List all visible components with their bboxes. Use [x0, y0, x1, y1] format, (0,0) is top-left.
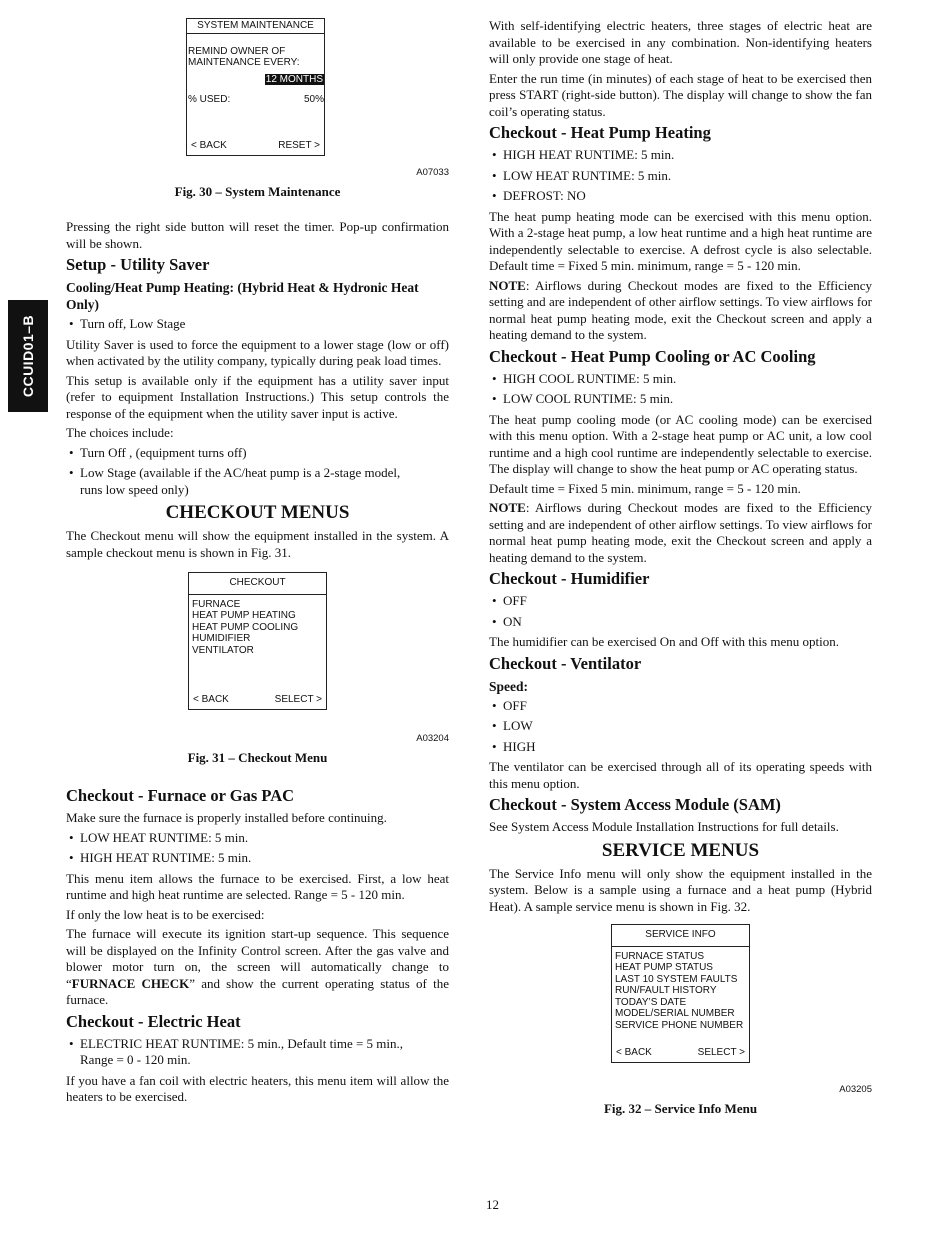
- list-item: • ELECTRIC HEAT RUNTIME: 5 min., Default time = 5 min., Range = 0 - 120 min.: [66, 1036, 449, 1069]
- back-button[interactable]: < BACK: [193, 693, 229, 705]
- paragraph: Pressing the right side button will reset the timer. Pop-up confirmation will be shown.: [66, 219, 449, 251]
- menu-item-heat-pump-status[interactable]: HEAT PUMP STATUS: [615, 962, 713, 973]
- figure-30: [66, 18, 449, 200]
- list-item: • Low Stage (available if the AC/heat pump is a 2-stage model, runs low speed only): [66, 465, 449, 498]
- menu-item-ventilator[interactable]: VENTILATOR: [192, 644, 254, 656]
- section-heading: Checkout - Electric Heat: [66, 1011, 241, 1031]
- back-button[interactable]: < BACK: [191, 139, 227, 151]
- furnace-check-term: FURNACE CHECK: [71, 975, 190, 991]
- bullet-list: [66, 1036, 449, 1069]
- list-item: • OFF: [489, 593, 872, 610]
- list-item: • LOW COOL RUNTIME: 5 min.: [489, 391, 872, 408]
- menu-item-furnace[interactable]: FURNACE: [192, 598, 241, 610]
- paragraph: Utility Saver is used to force the equipment to a lower stage (low or off) when activated by the utility company, typically during peak load times.: [66, 336, 449, 368]
- left-column: [66, 18, 449, 1109]
- section-heading: Checkout - Humidifier: [489, 569, 650, 588]
- list-item: • Turn off, Low Stage: [66, 316, 449, 333]
- paragraph: The Checkout menu will show the equipment installed in the system. A sample checkout menu is shown in Fig. 31.: [66, 528, 449, 560]
- paragraph: Enter the run time (in minutes) of each stage of heat to be exercised then press START (right-side button). The display will change to show the fan coil’s operating status.: [489, 70, 872, 119]
- menu-item-heat-pump-cooling[interactable]: HEAT PUMP COOLING: [192, 621, 299, 633]
- note-paragraph: NOTE: Airflows during Checkout modes are fixed to the Efficiency setting and are independent of other airflow settings. To view airflows for normal heat pump heating mode, exit the Checkout screen and apply a heating demand to the system.: [489, 500, 872, 565]
- list-item: • Turn Off , (equipment turns off): [66, 445, 449, 462]
- major-heading: CHECKOUT MENUS: [165, 502, 350, 523]
- screen-line: MAINTENANCE EVERY:: [188, 57, 300, 68]
- list-item: • LOW: [489, 718, 872, 735]
- page-number: 12: [486, 1197, 499, 1212]
- figure-code: A07033: [416, 167, 449, 178]
- list-item: • HIGH: [489, 739, 872, 756]
- figure-caption: Fig. 31 – Checkout Menu: [187, 749, 328, 765]
- note-label: NOTE: [489, 500, 526, 515]
- paragraph: This menu item allows the furnace to be exercised. First, a low heat runtime and high heat runtime are selected. Range = 5 - 120 min.: [66, 870, 449, 902]
- list-item: • ON: [489, 614, 872, 631]
- bullet-list: [489, 698, 872, 756]
- reset-button[interactable]: RESET >: [278, 139, 320, 151]
- list-item: • LOW HEAT RUNTIME: 5 min.: [489, 168, 872, 185]
- bullet-list: [489, 371, 872, 408]
- menu-item-heat-pump-heating[interactable]: HEAT PUMP HEATING: [192, 610, 296, 621]
- paragraph: The ventilator can be exercised through all of its operating speeds with this menu option.: [489, 759, 872, 791]
- screen-title: SYSTEM MAINTENANCE: [187, 19, 324, 34]
- percent-used-label: % USED:: [188, 94, 231, 105]
- note-label: NOTE: [489, 277, 526, 293]
- bullet-list: [66, 830, 449, 867]
- figure-code: A03204: [416, 733, 449, 744]
- paragraph: This setup is available only if the equipment has a utility saver input (refer to equipment Installation Instructions.) This setup controls the response of the equipment when the utility saver input is active.: [66, 372, 449, 421]
- section-heading: Checkout - Furnace or Gas PAC: [66, 786, 295, 805]
- list-item: • HIGH HEAT RUNTIME: 5 min.: [66, 850, 449, 867]
- paragraph: Make sure the furnace is properly installed before continuing.: [66, 810, 387, 825]
- menu-item-todays-date[interactable]: TODAY’S DATE: [615, 996, 687, 1008]
- subsection-heading: Speed:: [489, 678, 529, 694]
- section-heading: Checkout - Ventilator: [489, 653, 642, 673]
- paragraph: The heat pump cooling mode (or AC cooling mode) can be exercised with this menu option. With a 2-stage heat pump or AC unit, a low cool runtime and a high cool runtime are independently selectable to exercise. The display will change to show the heat pump or AC operating status.: [489, 411, 872, 476]
- menu-items: [189, 595, 326, 657]
- subsection-heading: Cooling/Heat Pump Heating: (Hybrid Heat & Hydronic Heat Only): [66, 280, 419, 312]
- bullet-list: [66, 445, 449, 499]
- figure-32: [489, 924, 872, 1117]
- figure-31: [66, 572, 449, 766]
- menu-item-furnace-status[interactable]: FURNACE STATUS: [615, 950, 705, 962]
- paragraph: If you have a fan coil with electric heaters, this menu item will allow the heaters to be exercised.: [66, 1072, 449, 1104]
- figure-code: A03205: [839, 1084, 872, 1095]
- select-button[interactable]: SELECT >: [697, 1046, 745, 1058]
- document-side-tab: [8, 300, 48, 412]
- section-heading: Checkout - Heat Pump Heating: [489, 123, 711, 142]
- figure-caption: Fig. 32 – Service Info Menu: [603, 1100, 758, 1116]
- screen-title: SERVICE INFO: [612, 925, 749, 947]
- list-item: • HIGH COOL RUNTIME: 5 min.: [489, 371, 872, 388]
- section-heading: Checkout - Heat Pump Cooling or AC Cooling: [489, 346, 816, 366]
- back-button[interactable]: < BACK: [616, 1046, 652, 1058]
- list-item: • DEFROST: NO: [489, 188, 872, 205]
- bullet-list: [489, 147, 872, 205]
- list-item: • OFF: [489, 698, 872, 715]
- select-button[interactable]: SELECT >: [274, 693, 322, 705]
- screen-line: REMIND OWNER OF: [188, 45, 286, 57]
- screen-title: CHECKOUT: [189, 573, 326, 595]
- list-item: • LOW HEAT RUNTIME: 5 min.: [66, 830, 449, 847]
- menu-item-last-10-system-faults[interactable]: LAST 10 SYSTEM FAULTS: [615, 973, 738, 985]
- system-maintenance-screen: [186, 18, 325, 156]
- paragraph: The Service Info menu will only show the equipment installed in the system. Below is a sample using a furnace and a heat pump (Hybrid Heat). A sample service menu is shown in Fig. 32.: [489, 865, 872, 914]
- paragraph: See System Access Module Installation Instructions for full details.: [489, 819, 839, 834]
- menu-item-humidifier[interactable]: HUMIDIFIER: [192, 633, 251, 644]
- paragraph: The furnace will execute its ignition start-up sequence. This sequence will be displayed on the Infinity Control screen. After the gas valve and blower motor turn on, the screen will automatically change to “FURNACE CHECK” and show the current operating status of the furnace.: [66, 926, 449, 1007]
- menu-item-model-serial-number[interactable]: MODEL/SERIAL NUMBER: [615, 1008, 735, 1019]
- section-heading: Setup - Utility Saver: [66, 255, 210, 274]
- paragraph: The choices include:: [66, 425, 174, 440]
- maintenance-interval-value: 12 MONTHS: [265, 73, 323, 85]
- bullet-list: [66, 316, 449, 333]
- paragraph: With self-identifying electric heaters, three stages of electric heat are available to be exercised in any combination. Non-identifying heaters will only provide one stage of heat.: [489, 18, 872, 66]
- percent-used-value: 50%: [303, 94, 324, 105]
- checkout-menu-screen: [188, 572, 327, 710]
- side-tab-label: CCUID01–B: [19, 314, 36, 398]
- figure-caption: Fig. 30 – System Maintenance: [174, 183, 341, 199]
- service-info-screen: [611, 924, 750, 1063]
- list-item: • HIGH HEAT RUNTIME: 5 min.: [489, 147, 872, 164]
- paragraph: The humidifier can be exercised On and Off with this menu option.: [489, 634, 839, 649]
- menu-items: [612, 947, 749, 1032]
- paragraph: The heat pump heating mode can be exercised with this menu option. With a 2-stage heat pump, a low heat runtime and a high heat runtime are independently selectable to exercise. A defrost cycle is also selectable. Default time = Fixed 5 min. minimum, range = 5 - 120 min.: [489, 208, 872, 273]
- note-paragraph: NOTE: Airflows during Checkout modes are fixed to the Efficiency setting and are independent of other airflow settings. To view airflows for normal heat pump heating mode, exit the Checkout screen and apply a heating demand to the system.: [489, 277, 872, 342]
- major-heading: SERVICE MENUS: [601, 839, 760, 861]
- bullet-list: [489, 593, 872, 630]
- section-heading: Checkout - System Access Module (SAM): [489, 795, 781, 814]
- menu-item-run-fault-history[interactable]: RUN/FAULT HISTORY: [615, 985, 717, 996]
- right-column: [489, 18, 872, 1117]
- paragraph: If only the low heat is to be exercised:: [66, 906, 265, 922]
- paragraph: Default time = Fixed 5 min. minimum, range = 5 - 120 min.: [489, 480, 801, 496]
- menu-item-service-phone-number[interactable]: SERVICE PHONE NUMBER: [615, 1019, 744, 1031]
